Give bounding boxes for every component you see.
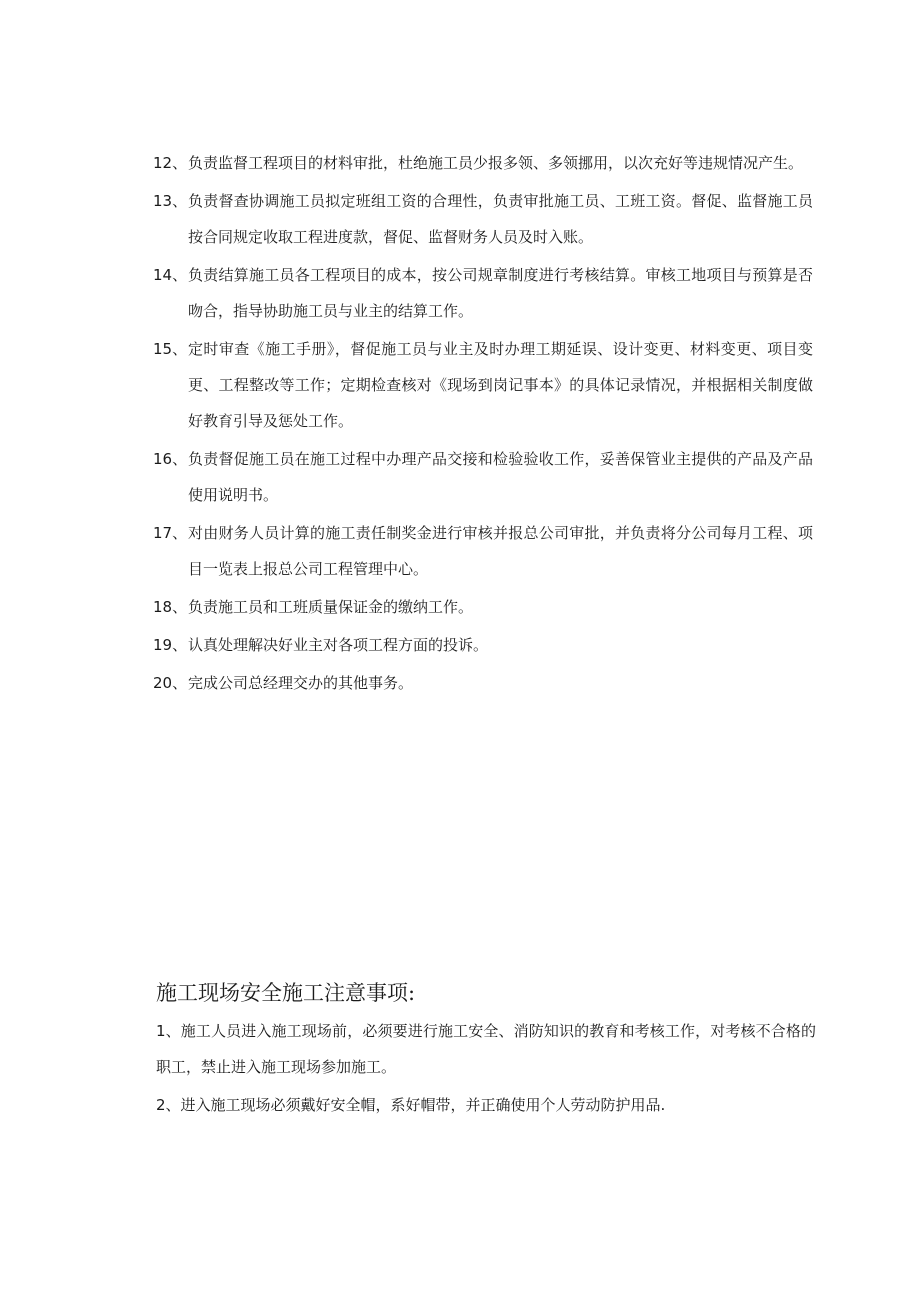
duty-item-20 bbox=[153, 665, 813, 701]
duty-text: 认真处理解决好业主对各项工程方面的投诉。 bbox=[188, 636, 489, 654]
duty-item-12 bbox=[153, 145, 813, 181]
duty-number: 15、 bbox=[153, 340, 188, 358]
duty-item-16 bbox=[153, 441, 813, 513]
duty-item-19 bbox=[153, 627, 813, 663]
duty-number: 13、 bbox=[153, 192, 188, 210]
safety-section bbox=[156, 975, 816, 1125]
duty-item-17 bbox=[153, 515, 813, 587]
duty-text: 完成公司总经理交办的其他事务。 bbox=[188, 674, 414, 692]
duty-number: 18、 bbox=[153, 598, 188, 616]
duty-text: 负责督查协调施工员拟定班组工资的合理性，负责审批施工员、工班工资。督促、监督施工员按合同规定收取工程进度款，督促、监督财务人员及时入账。 bbox=[188, 192, 813, 246]
safety-rule-2: 2、进入施工现场必须戴好安全帽，系好帽带，并正确使用个人劳动防护用品. bbox=[156, 1096, 666, 1114]
duty-number: 20、 bbox=[153, 674, 188, 692]
duty-number: 16、 bbox=[153, 450, 188, 468]
duty-number: 14、 bbox=[153, 266, 188, 284]
duty-number: 17、 bbox=[153, 524, 188, 542]
safety-rule-1: 1、施工人员进入施工现场前，必须要进行施工安全、消防知识的教育和考核工作，对考核不合格的职工，禁止进入施工现场参加施工。 bbox=[156, 1022, 816, 1076]
duty-text: 负责结算施工员各工程项目的成本，按公司规章制度进行考核结算。审核工地项目与预算是否吻合，指导协助施工员与业主的结算工作。 bbox=[188, 266, 813, 320]
duty-item-18 bbox=[153, 589, 813, 625]
duty-item-14 bbox=[153, 257, 813, 329]
duty-number: 12、 bbox=[153, 154, 188, 172]
duty-list bbox=[153, 145, 813, 703]
duty-text: 负责督促施工员在施工过程中办理产品交接和检验验收工作，妥善保管业主提供的产品及产品使用说明书。 bbox=[188, 450, 813, 504]
duty-item-13 bbox=[153, 183, 813, 255]
duty-item-15 bbox=[153, 331, 813, 439]
section-heading: 施工现场安全施工注意事项: bbox=[156, 981, 416, 1005]
duty-text: 负责监督工程项目的材料审批，杜绝施工员少报多领、多领挪用，以次充好等违规情况产生。 bbox=[188, 154, 804, 172]
duty-number: 19、 bbox=[153, 636, 188, 654]
duty-text: 定时审查《施工手册》，督促施工员与业主及时办理工期延误、设计变更、材料变更、项目变更、工程整改等工作；定期检查核对《现场到岗记事本》的具体记录情况，并根据相关制度做好教育引导及惩处工作。 bbox=[188, 340, 813, 430]
duty-text: 对由财务人员计算的施工责任制奖金进行审核并报总公司审批，并负责将分公司每月工程、项目一览表上报总公司工程管理中心。 bbox=[188, 524, 813, 578]
duty-text: 负责施工员和工班质量保证金的缴纳工作。 bbox=[188, 598, 474, 616]
